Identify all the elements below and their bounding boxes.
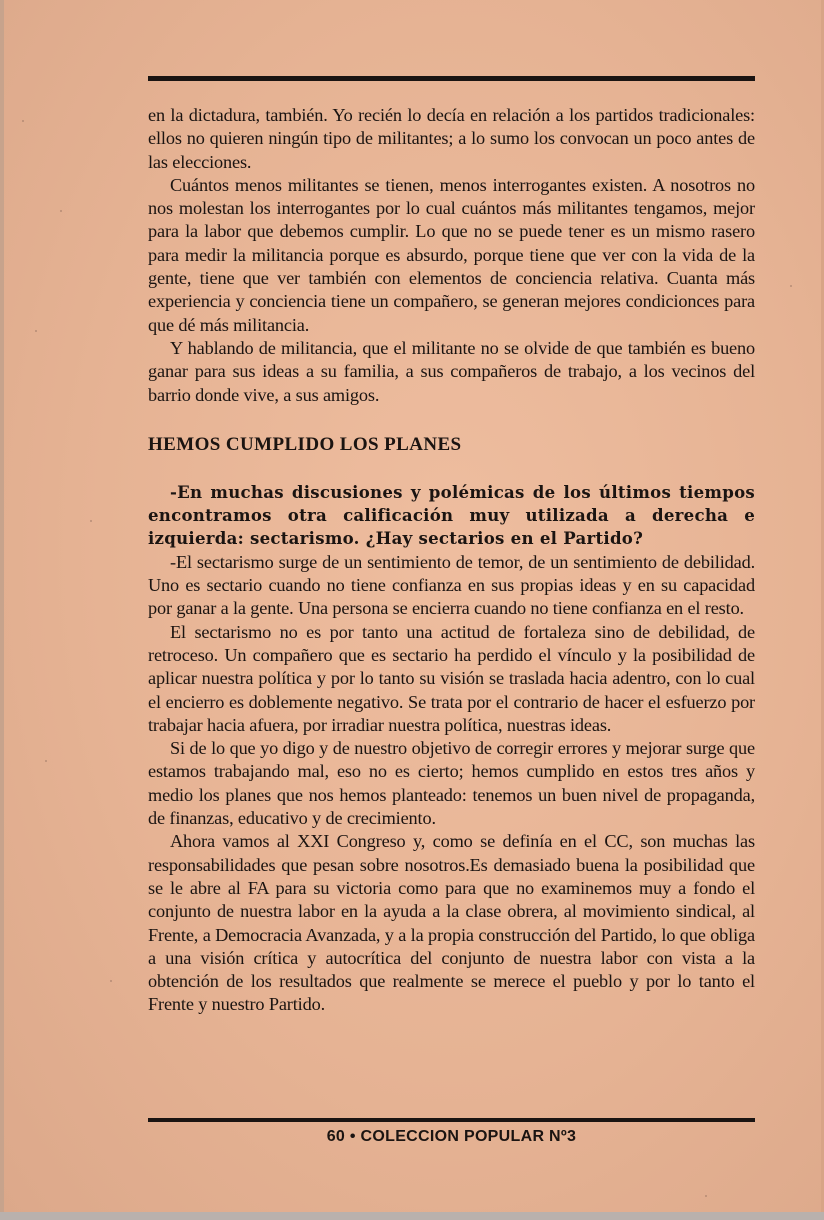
- paper-speck: [90, 520, 92, 522]
- paper-speck: [790, 285, 792, 287]
- page-left-edge: [0, 0, 4, 1220]
- body-paragraph: El sectarismo no es por tanto una actitud de fortaleza sino de debilidad, de retroceso. Un compañero que es sectario ha perdido el vínculo y la posibilidad de aplicar nuestra política y por lo tanto su visión se traslada hacia adentro, con lo cual el encierro es doblemente negativo. Se trata por el contrario de hacer el esfuerzo por trabajar hacia afuera, por irradiar nuestra política, nuestras ideas.: [148, 621, 755, 735]
- body-paragraph: Y hablando de militancia, que el militante no se olvide de que también es bueno ganar para sus ideas a su familia, a sus compañeros de trabajo, a los vecinos del barrio donde vive, a sus amigos.: [148, 337, 755, 405]
- paper-speck: [705, 1195, 707, 1197]
- body-paragraph: -El sectarismo surge de un sentimiento de temor, de un sentimiento de debilidad. Uno es sectario cuando no tiene confianza en sus propias ideas y en su capacidad por ganar a la gente. Una persona se encierra cuando no tiene confianza en el resto.: [148, 551, 755, 619]
- scan-bottom-edge: [0, 1212, 824, 1220]
- paper-speck: [60, 210, 62, 212]
- paper-speck: [22, 120, 24, 122]
- interview-question: -En muchas discusiones y polémicas de los últimos tiempos encontramos otra calificación muy utilizada a derecha e izquierda: sectarismo. ¿Hay sectarios en el Partido?: [148, 481, 755, 549]
- body-paragraph: Cuántos menos militantes se tienen, menos interrogantes existen. A nosotros no nos molestan los interrogantes por lo cual cuántos más militantes tengamos, mejor para la labor que debemos cumplir. Lo que no se puede tener es un mismo rasero para medir la militancia porque es absurdo, porque tiene que ver con la vida de la gente, tiene que ver también con elementos de conciencia relativa. Cuanta más experiencia y conciencia tiene un compañero, se generan mejores condicionces para que dé más militancia.: [148, 174, 755, 335]
- paper-speck: [35, 330, 37, 332]
- paper-speck: [110, 980, 112, 982]
- page-footer: 60 • COLECCION POPULAR Nº3: [326, 1128, 577, 1145]
- section-heading: HEMOS CUMPLIDO LOS PLANES: [148, 433, 462, 455]
- page-body: [148, 104, 755, 1017]
- paper-speck: [45, 760, 47, 762]
- body-paragraph: en la dictadura, también. Yo recién lo decía en relación a los partidos tradicionales: ellos no quieren ningún tipo de militantes; a lo sumo los convocan un poco antes de las elecciones.: [148, 105, 755, 172]
- body-paragraph: Ahora vamos al XXI Congreso y, como se definía en el CC, son muchas las responsabilidades que pesan sobre nosotros.Es demasiado buena la posibilidad que se le abre al FA para su victoria como para que no examinemos muy a fondo el conjunto de nuestra labor en la ayuda a la clase obrera, al movimiento sindical, al Frente, a Democracia Avanzada, y a la propia construcción del Partido, lo que obliga a una visión crítica y autocrítica del conjunto de nuestra labor con vista a la obtención de los resultados que realmente se merece el pueblo y por lo tanto el Frente y nuestro Partido.: [148, 831, 755, 1015]
- body-paragraph: Si de lo que yo digo y de nuestro objetivo de corregir errores y mejorar surge que estamos trabajando mal, eso no es cierto; hemos cumplido en estos tres años y medio los planes que nos hemos planteado: tenemos un buen nivel de propaganda, de finanzas, educativo y de crecimiento.: [148, 738, 755, 829]
- top-rule: [148, 76, 755, 81]
- bottom-rule: [148, 1118, 755, 1122]
